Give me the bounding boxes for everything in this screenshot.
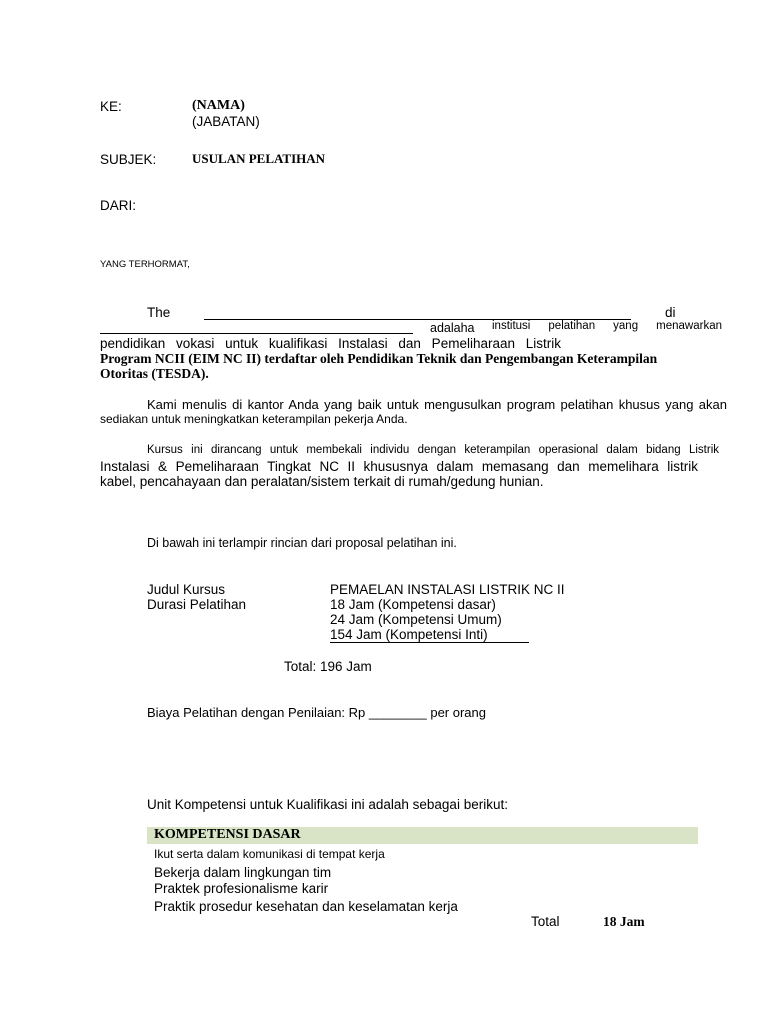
salutation: YANG TERHORMAT,: [100, 259, 190, 270]
basic-item: Ikut serta dalam komunikasi di tempat kerja: [154, 847, 385, 861]
intro-line2: pendidikan vokasi untuk kualifikasi Instalasi dan Pemeliharaan Listrik: [100, 336, 561, 351]
para1-line2: sediakan untuk meningkatkan keterampilan pekerja Anda.: [100, 412, 408, 426]
duration-basic: 18 Jam (Kompetensi dasar): [330, 597, 496, 612]
para2-line2: Instalasi & Pemeliharaan Tingkat NC II khususnya dalam memasang dan memelihara listrik: [100, 459, 698, 474]
intro-adalaha: adalaha: [430, 321, 475, 335]
para2-line1: Kursus ini dirancang untuk membekali individu dengan keterampilan operasional dalam bidang Listrik: [147, 444, 719, 456]
units-intro: Unit Kompetensi untuk Kualifikasi ini adalah sebagai berikut:: [147, 797, 508, 812]
basic-total-value: 18 Jam: [603, 914, 645, 929]
para2-line3: kabel, pencahayaan dan peralatan/sistem terkait di rumah/gedung hunian.: [100, 474, 544, 489]
para1-line1: Kami menulis di kantor Anda yang baik untuk mengusulkan program pelatihan khusus yang akan: [147, 397, 727, 412]
intro-tail: institusi pelatihan yang menawarkan: [492, 320, 722, 332]
from-label: DARI:: [100, 198, 137, 213]
intro-line3: Program NCII (EIM NC II) terdaftar oleh Pendidikan Teknik dan Pengembangan Keterampilan: [100, 351, 658, 366]
intro-di: di: [665, 305, 676, 320]
to-title: (JABATAN): [192, 114, 260, 129]
location-blank[interactable]: [100, 320, 413, 334]
subject-label: SUBJEK:: [100, 152, 157, 167]
duration-label: Durasi Pelatihan: [147, 597, 247, 612]
training-fee: Biaya Pelatihan dengan Penilaian: Rp ________ per orang: [147, 705, 486, 720]
basic-item: Praktik prosedur kesehatan dan keselamatan kerja: [154, 899, 458, 914]
basic-item: Bekerja dalam lingkungan tim: [154, 865, 332, 880]
to-name: (NAMA): [192, 98, 245, 113]
course-title-value: PEMAELAN INSTALASI LISTRIK NC II: [330, 582, 565, 597]
attached-note: Di bawah ini terlampir rincian dari proposal pelatihan ini.: [147, 536, 457, 550]
basic-item: Praktek profesionalisme karir: [154, 881, 329, 896]
intro-line4: Otoritas (TESDA).: [100, 366, 209, 381]
institution-name-blank[interactable]: [204, 305, 631, 320]
subject-value: USULAN PELATIHAN: [192, 151, 326, 166]
course-total: Total: 196 Jam: [284, 659, 372, 674]
basic-competency-heading: KOMPETENSI DASAR: [154, 827, 301, 842]
basic-total-label: Total: [531, 914, 560, 929]
duration-common: 24 Jam (Kompetensi Umum): [330, 612, 502, 627]
course-title-label: Judul Kursus: [147, 582, 226, 597]
duration-core: 154 Jam (Kompetensi Inti): [330, 627, 529, 643]
to-label: KE:: [100, 99, 122, 114]
intro-the: The: [147, 305, 171, 320]
